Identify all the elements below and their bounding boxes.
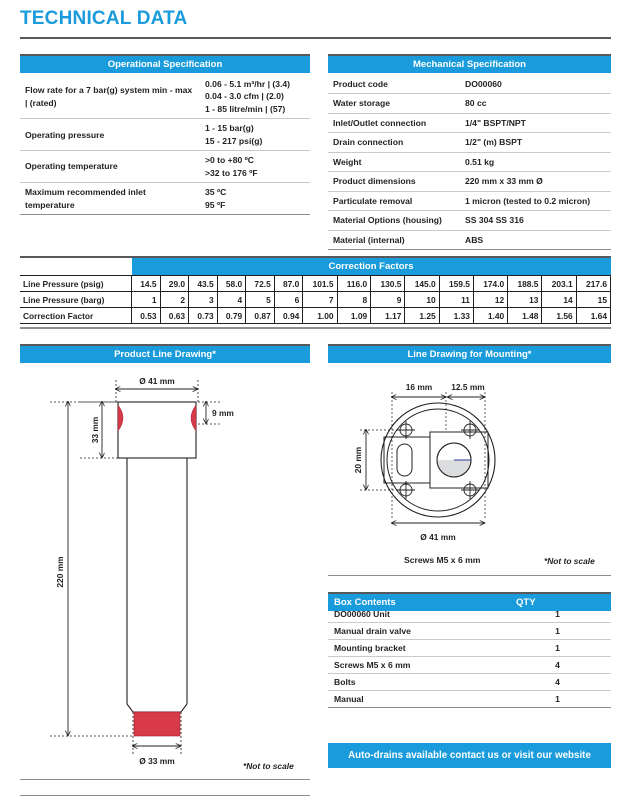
data-cell: 14 xyxy=(542,292,576,308)
data-cell: 1.09 xyxy=(337,308,371,324)
box-qty: 1 xyxy=(504,640,611,657)
table-row xyxy=(328,75,611,94)
data-cell: 43.5 xyxy=(189,276,218,292)
product-drawing-bottom-rule xyxy=(20,779,310,780)
data-cell: 1.17 xyxy=(371,308,405,324)
table-row xyxy=(20,258,611,276)
row-label: Product dimensions xyxy=(328,172,460,191)
row-label: Operating temperature xyxy=(20,151,200,183)
dim-mount-height: 20 mm xyxy=(353,446,363,474)
footer-banner[interactable]: Auto-drains available contact us or visit our website xyxy=(328,743,611,768)
table-row xyxy=(20,292,611,308)
mounting-bottom-rule xyxy=(328,575,611,576)
data-cell: 0.53 xyxy=(132,308,161,324)
data-cell: 13 xyxy=(508,292,542,308)
data-cell: 1.25 xyxy=(405,308,439,324)
row-label: Weight xyxy=(328,152,460,171)
data-cell: 29.0 xyxy=(160,276,189,292)
box-item: Screws M5 x 6 mm xyxy=(328,657,504,674)
dim-offset-a: 16 mm xyxy=(405,382,433,392)
data-cell: 217.6 xyxy=(576,276,610,292)
value-line: 1 - 85 litre/min | (57) xyxy=(205,103,286,114)
table-row xyxy=(328,674,611,691)
correction-factors-table xyxy=(20,258,611,324)
table-row xyxy=(328,152,611,171)
dim-diameter-top: Ø 41 mm xyxy=(139,376,175,386)
row-label: Line Pressure (psig) xyxy=(20,276,132,292)
table-row xyxy=(20,151,310,183)
data-cell: 1.33 xyxy=(439,308,473,324)
value-line: 35 ºC xyxy=(205,187,227,198)
table-row xyxy=(20,75,310,119)
mounting-drawing-note: *Not to scale xyxy=(544,556,595,566)
table-row xyxy=(328,191,611,210)
row-label: Maximum recommended inlet temperature xyxy=(20,183,200,215)
table-row xyxy=(328,172,611,191)
data-cell: 7 xyxy=(303,292,337,308)
table-row xyxy=(20,276,611,292)
value-line: 95 ºF xyxy=(205,199,226,210)
data-cell: 1.56 xyxy=(542,308,576,324)
data-cell: 0.79 xyxy=(217,308,246,324)
box-contents-table xyxy=(328,606,611,708)
box-item: Bolts xyxy=(328,674,504,691)
data-cell: 87.0 xyxy=(274,276,303,292)
table-row xyxy=(328,657,611,674)
row-value xyxy=(200,151,310,183)
row-label: Correction Factor xyxy=(20,308,132,324)
box-item: Manual xyxy=(328,691,504,708)
data-cell: 174.0 xyxy=(473,276,507,292)
dim-mount-diameter: Ø 41 mm xyxy=(420,532,456,542)
table-row xyxy=(328,211,611,230)
box-qty: 1 xyxy=(504,691,611,708)
value-line: 1 - 15 bar(g) xyxy=(205,123,254,134)
table-row xyxy=(328,623,611,640)
data-cell: 6 xyxy=(274,292,303,308)
value-line: >32 to 176 ºF xyxy=(205,167,258,178)
table-row xyxy=(20,119,310,151)
data-cell: 72.5 xyxy=(246,276,275,292)
data-cell: 4 xyxy=(217,292,246,308)
box-qty: 1 xyxy=(504,623,611,640)
table-row xyxy=(328,691,611,708)
product-drawing-header: Product Line Drawing* xyxy=(20,346,310,363)
correction-factors-bottomline xyxy=(20,327,611,329)
data-cell: 9 xyxy=(371,292,405,308)
operational-spec-header: Operational Specification xyxy=(20,56,310,73)
data-cell: 203.1 xyxy=(542,276,576,292)
row-value: 1 micron (tested to 0.2 micron) xyxy=(460,191,611,210)
data-cell: 1.48 xyxy=(508,308,542,324)
row-label: Flow rate for a 7 bar(g) system min - max | (rated) xyxy=(20,75,200,119)
row-label: Product code xyxy=(328,75,460,94)
row-value: ABS xyxy=(460,230,611,249)
row-label: Material (internal) xyxy=(328,230,460,249)
dim-height-top: 33 mm xyxy=(90,416,100,444)
spacer-cell xyxy=(20,258,132,276)
data-cell: 0.63 xyxy=(160,308,189,324)
operational-spec-table xyxy=(20,75,310,215)
product-drawing-note: *Not to scale xyxy=(243,761,294,771)
row-label: Material Options (housing) xyxy=(328,211,460,230)
table-row xyxy=(328,113,611,132)
product-line-drawing xyxy=(20,372,310,772)
data-cell: 1.40 xyxy=(473,308,507,324)
data-cell: 8 xyxy=(337,292,371,308)
box-item: Mounting bracket xyxy=(328,640,504,657)
box-item: Manual drain valve xyxy=(328,623,504,640)
title-divider xyxy=(20,37,611,39)
dim-diameter-bottom: Ø 33 mm xyxy=(139,756,175,766)
row-label: Operating pressure xyxy=(20,119,200,151)
row-label: Water storage xyxy=(328,94,460,113)
row-value: 80 cc xyxy=(460,94,611,113)
box-contents-header-item: Box Contents xyxy=(334,597,396,608)
mechanical-spec-header: Mechanical Specification xyxy=(328,56,611,73)
data-cell: 3 xyxy=(189,292,218,308)
mounting-drawing-caption: Screws M5 x 6 mm xyxy=(404,555,481,565)
value-line: 0.04 - 3.0 cfm | (2.0) xyxy=(205,91,284,102)
table-row xyxy=(328,94,611,113)
data-cell: 116.0 xyxy=(337,276,371,292)
table-row xyxy=(328,606,611,623)
product-drawing-bottom-rule-2 xyxy=(20,795,310,796)
data-cell: 0.73 xyxy=(189,308,218,324)
box-qty: 4 xyxy=(504,674,611,691)
dim-total-length: 220 mm xyxy=(55,556,65,588)
row-value xyxy=(200,183,310,215)
data-cell: 5 xyxy=(246,292,275,308)
data-cell: 58.0 xyxy=(217,276,246,292)
table-row xyxy=(328,640,611,657)
data-cell: 1.00 xyxy=(303,308,337,324)
mechanical-spec-table xyxy=(328,75,611,250)
data-cell: 14.5 xyxy=(132,276,161,292)
data-cell: 10 xyxy=(405,292,439,308)
box-qty: 4 xyxy=(504,657,611,674)
row-value: SS 304 SS 316 xyxy=(460,211,611,230)
row-value: 0.51 kg xyxy=(460,152,611,171)
row-value: 1/2" (m) BSPT xyxy=(460,133,611,152)
row-value: DO00060 xyxy=(460,75,611,94)
row-value: 220 mm x 33 mm Ø xyxy=(460,172,611,191)
table-row xyxy=(20,183,310,215)
data-cell: 2 xyxy=(160,292,189,308)
data-cell: 159.5 xyxy=(439,276,473,292)
table-row xyxy=(20,308,611,324)
data-cell: 130.5 xyxy=(371,276,405,292)
data-cell: 101.5 xyxy=(303,276,337,292)
box-qty: 1 xyxy=(504,606,611,623)
data-cell: 188.5 xyxy=(508,276,542,292)
row-label: Inlet/Outlet connection xyxy=(328,113,460,132)
value-line: 0.06 - 5.1 m³/hr | (3.4) xyxy=(205,79,291,89)
mounting-drawing-header: Line Drawing for Mounting* xyxy=(328,346,611,363)
correction-factors-title: Correction Factors xyxy=(132,258,611,276)
data-cell: 12 xyxy=(473,292,507,308)
value-line: >0 to +80 ºC xyxy=(205,155,254,166)
data-cell: 15 xyxy=(576,292,610,308)
correction-factors-section xyxy=(20,258,611,324)
box-item: DO00060 Unit xyxy=(328,606,504,623)
row-label: Drain connection xyxy=(328,133,460,152)
row-value xyxy=(200,119,310,151)
row-value: 1/4" BSPT/NPT xyxy=(460,113,611,132)
data-cell: 0.94 xyxy=(274,308,303,324)
box-contents-header-qty: QTY xyxy=(516,597,536,608)
page-title: TECHNICAL DATA xyxy=(20,8,188,29)
table-row xyxy=(328,230,611,249)
table-row xyxy=(328,133,611,152)
data-cell: 1.64 xyxy=(576,308,610,324)
row-value xyxy=(200,75,310,119)
row-label: Particulate removal xyxy=(328,191,460,210)
row-label: Line Pressure (barg) xyxy=(20,292,132,308)
data-cell: 1 xyxy=(132,292,161,308)
data-cell: 0.87 xyxy=(246,308,275,324)
dim-port-height: 9 mm xyxy=(212,408,234,418)
dim-offset-b: 12.5 mm xyxy=(451,382,485,392)
mounting-line-drawing xyxy=(328,370,611,560)
data-cell: 145.0 xyxy=(405,276,439,292)
value-line: 15 - 217 psi(g) xyxy=(205,135,263,146)
data-cell: 11 xyxy=(439,292,473,308)
